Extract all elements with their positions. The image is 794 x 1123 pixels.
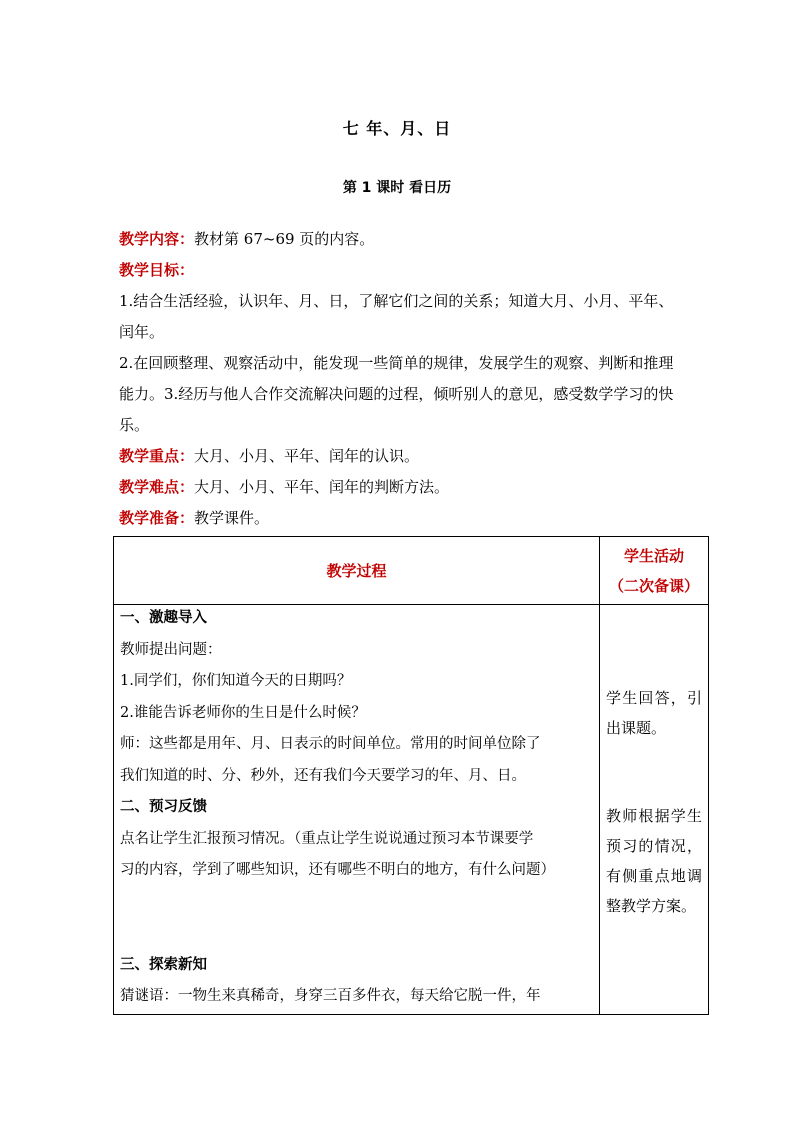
lesson-info [119, 224, 684, 534]
process-line: 点名让学生汇报预习情况。（重点让学生说说通过预习本节课要学 [120, 830, 534, 847]
goal-2: 2.在回顾整理、观察活动中，能发现一些简单的规律，发展学生的观察、判断和推理能力。3.经历与他人合作交流解决问题的过程，倾听别人的意见，感受数学学习的快乐。 [119, 354, 674, 434]
prep-text: 教学课件。 [194, 509, 270, 527]
section-title-preview: 二、预习反馈 [120, 799, 207, 815]
difficulty-text: 大月、小月、平年、闰年的判断方法。 [194, 478, 450, 496]
content-text: 教材第 67~69 页的内容。 [194, 230, 375, 248]
process-column [120, 603, 596, 1013]
student-activity-2: 教师根据学生预习的情况，有侧重点地调整教学方案。 [606, 807, 702, 915]
process-line: 我们知道的时、分、秒外，还有我们今天要学习的年、月、日。 [120, 767, 526, 784]
lesson-subtitle: 第 1 课时 看日历 [342, 180, 452, 196]
column-divider [599, 537, 600, 1014]
lesson-table [113, 536, 709, 1015]
content-label: 教学内容： [119, 230, 195, 248]
prep-line [119, 503, 684, 534]
key-line [119, 441, 684, 472]
difficulty-label: 教学难点： [119, 478, 195, 496]
key-text: 大月、小月、平年、闰年的认识。 [194, 447, 420, 465]
header-process: 教学过程 [326, 562, 387, 580]
header-activity-line2: （二次备课） [608, 576, 699, 595]
process-line: 2.谁能告诉老师你的生日是什么时候？ [120, 704, 366, 721]
goals-label: 教学目标： [119, 261, 195, 279]
goals-line [119, 255, 684, 286]
process-line: 教师提出问题： [120, 641, 222, 658]
process-line: 猜谜语：一物生来真稀奇，身穿三百多件衣，每天给它脱一件，年 [120, 988, 541, 1004]
key-label: 教学重点： [119, 447, 195, 465]
header-activity-line1: 学生活动 [623, 546, 684, 565]
difficulty-line [119, 472, 684, 503]
page-title: 七 年、月、日 [342, 119, 452, 138]
process-line: 1.同学们，你们知道今天的日期吗？ [120, 673, 352, 689]
blank-space [120, 887, 596, 950]
section-title-intro: 一、激趣导入 [120, 610, 207, 626]
process-line: 师：这些都是用年、月、日表示的时间单位。常用的时间单位除了 [120, 736, 541, 752]
student-activity-1: 学生回答，引出课题。 [606, 689, 702, 737]
process-line: 习的内容，学到了哪些知识，还有哪些不明白的地方，有什么问题） [120, 862, 555, 878]
section-title-explore: 三、探索新知 [120, 956, 207, 973]
prep-label: 教学准备： [119, 509, 195, 527]
content-line [119, 224, 684, 255]
header-activity [600, 537, 708, 604]
goal-1: 1.结合生活经验，认识年、月、日，了解它们之间的关系；知道大月、小月、平年、闰年。 [119, 292, 674, 341]
